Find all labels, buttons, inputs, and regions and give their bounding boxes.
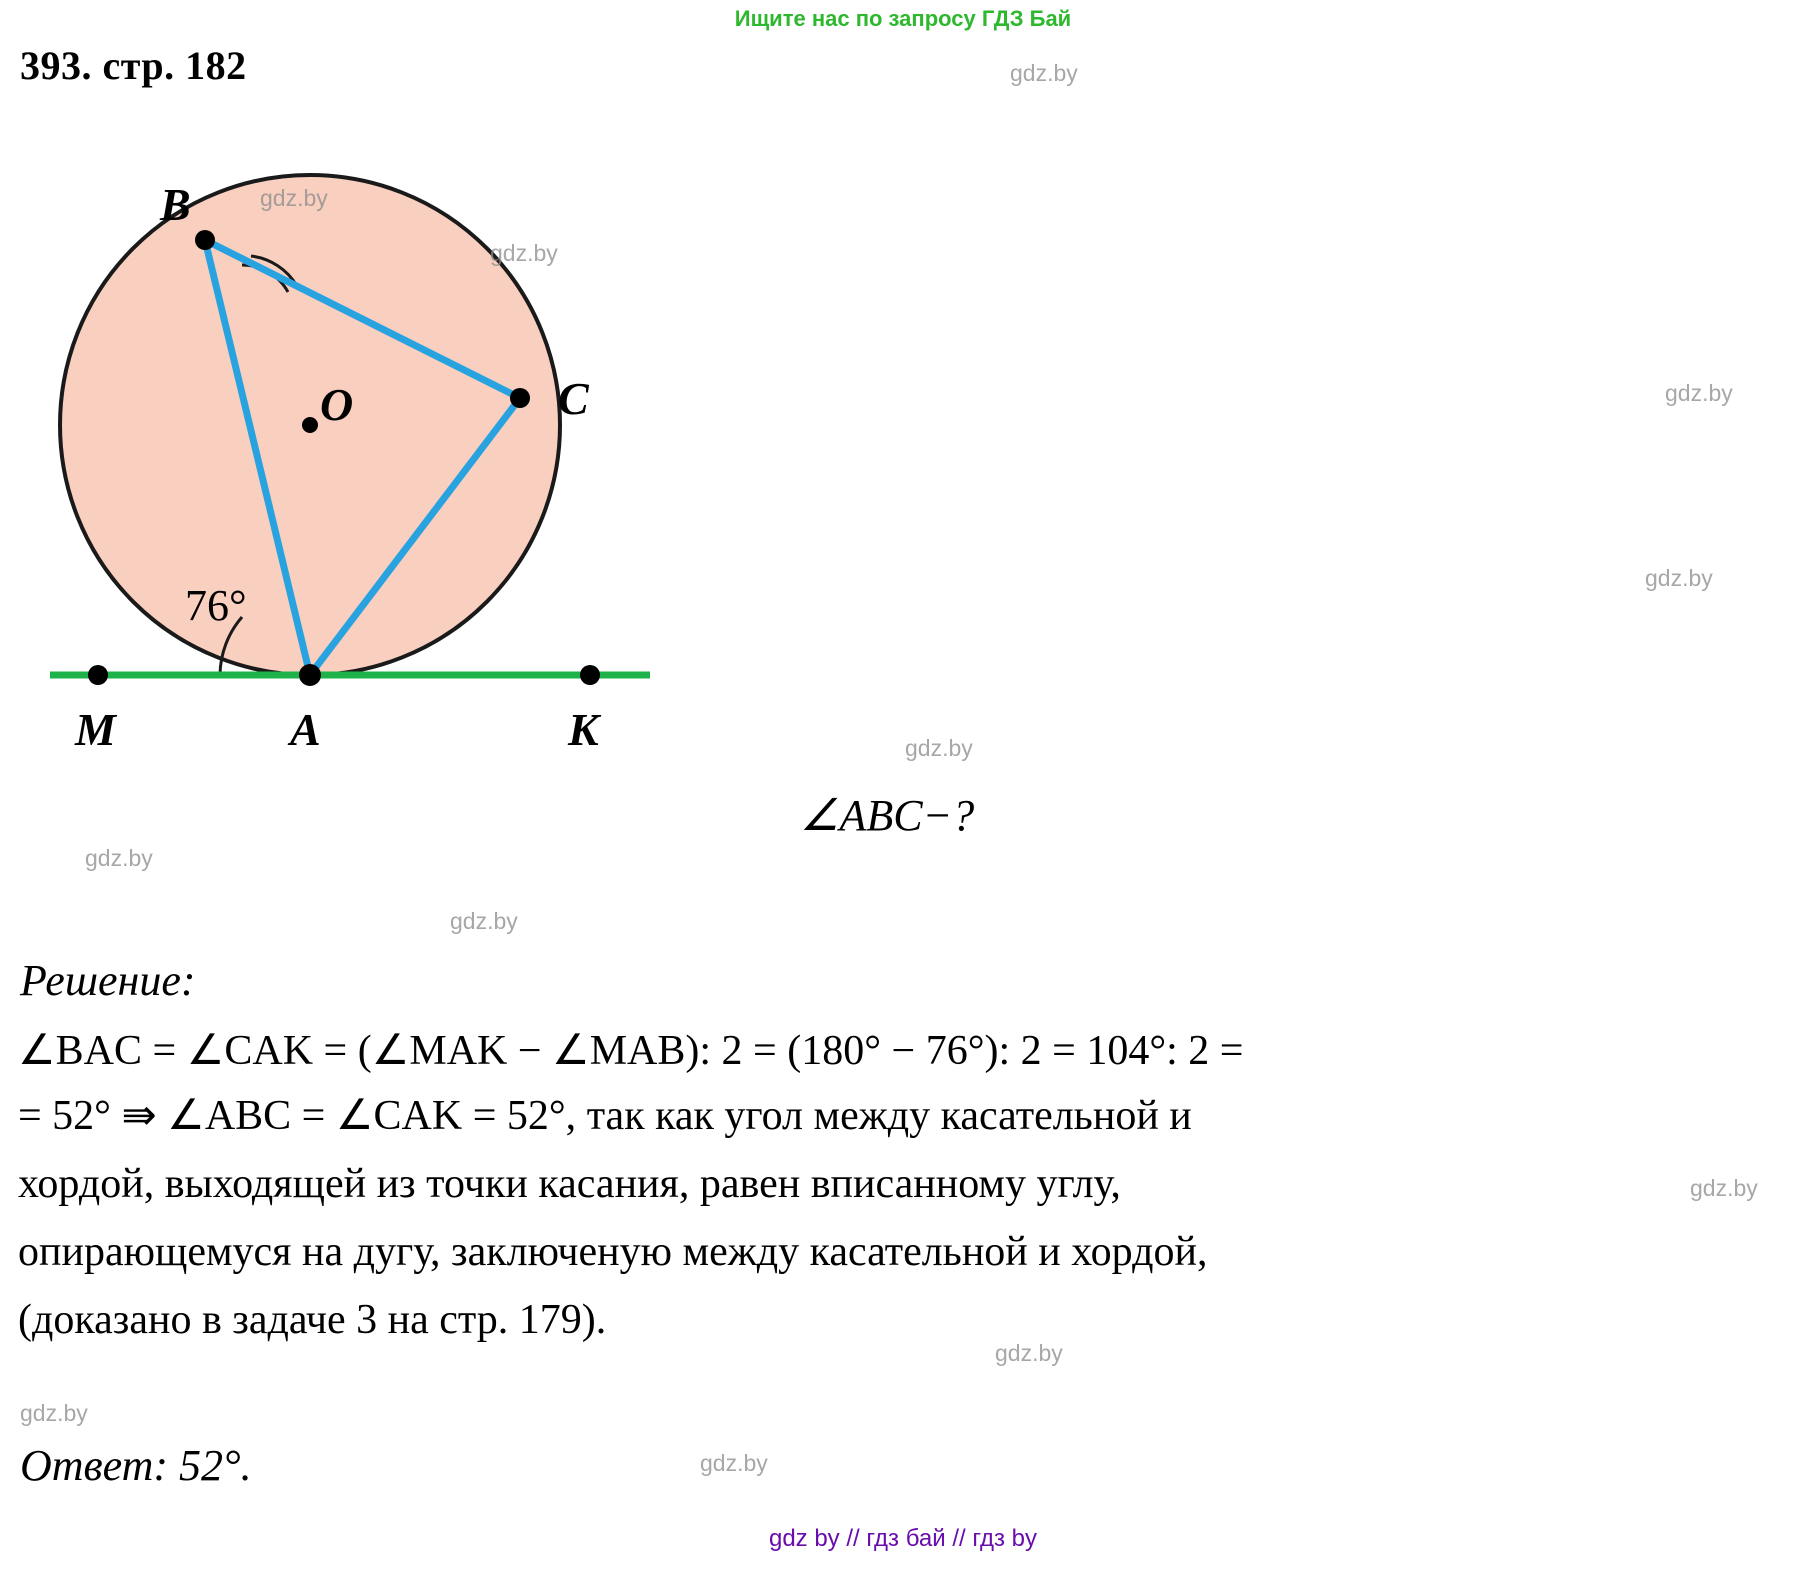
- watermark-4: gdz.by: [1645, 565, 1713, 591]
- watermark-10: gdz.by: [20, 1400, 88, 1426]
- solution-line-4: опирающемуся на дугу, заключеную между касательной и хордой,: [18, 1229, 1208, 1275]
- label-o: O: [320, 379, 354, 430]
- solution-label: Решение:: [20, 956, 196, 1005]
- site-banner: Ищите нас по запросу ГДЗ Бай: [734, 6, 1072, 31]
- solution-line-3: хордой, выходящей из точки касания, равен вписанному углу,: [18, 1161, 1121, 1207]
- watermark-7: gdz.by: [450, 908, 518, 934]
- label-angle-76: 76°: [185, 581, 247, 630]
- watermark-0: gdz.by: [1010, 60, 1078, 86]
- label-a: A: [290, 704, 321, 755]
- watermark-3: gdz.by: [1665, 380, 1733, 406]
- label-b: B: [160, 179, 191, 230]
- point-a: [299, 664, 321, 686]
- geometry-figure: [20, 120, 800, 820]
- footer-links[interactable]: gdz by // гдз бай // гдз by: [768, 1525, 1038, 1552]
- answer-text: Ответ: 52°.: [20, 1441, 252, 1490]
- point-k: [580, 665, 600, 685]
- watermark-6: gdz.by: [85, 845, 153, 871]
- label-m: M: [75, 704, 116, 755]
- solution-line-2-text: так как угол между касательной и: [586, 1093, 1192, 1139]
- label-k: K: [568, 704, 599, 755]
- watermark-8: gdz.by: [1690, 1175, 1758, 1201]
- watermark-2: gdz.by: [490, 240, 558, 266]
- solution-line-2: [18, 1090, 1192, 1140]
- question-text: ∠ABC−?: [800, 791, 975, 840]
- point-c: [510, 388, 530, 408]
- point-o: [302, 417, 318, 433]
- point-m: [88, 665, 108, 685]
- watermark-1: gdz.by: [260, 185, 328, 211]
- task-number: 393. стр. 182: [20, 43, 247, 88]
- solution-line-5: (доказано в задаче 3 на стр. 179).: [18, 1297, 607, 1343]
- label-c: C: [558, 373, 589, 424]
- solution-line-1: ∠BAC = ∠CAK = (∠MAK − ∠MAB): 2 = (180° − 76°): 2 = 104°: 2 =: [18, 1028, 1244, 1074]
- point-b: [195, 230, 215, 250]
- watermark-9: gdz.by: [995, 1340, 1063, 1366]
- watermark-11: gdz.by: [700, 1450, 768, 1476]
- watermark-5: gdz.by: [905, 735, 973, 761]
- solution-line-2-math: = 52° ⇛ ∠ABC = ∠CAK = 52°,: [18, 1093, 577, 1139]
